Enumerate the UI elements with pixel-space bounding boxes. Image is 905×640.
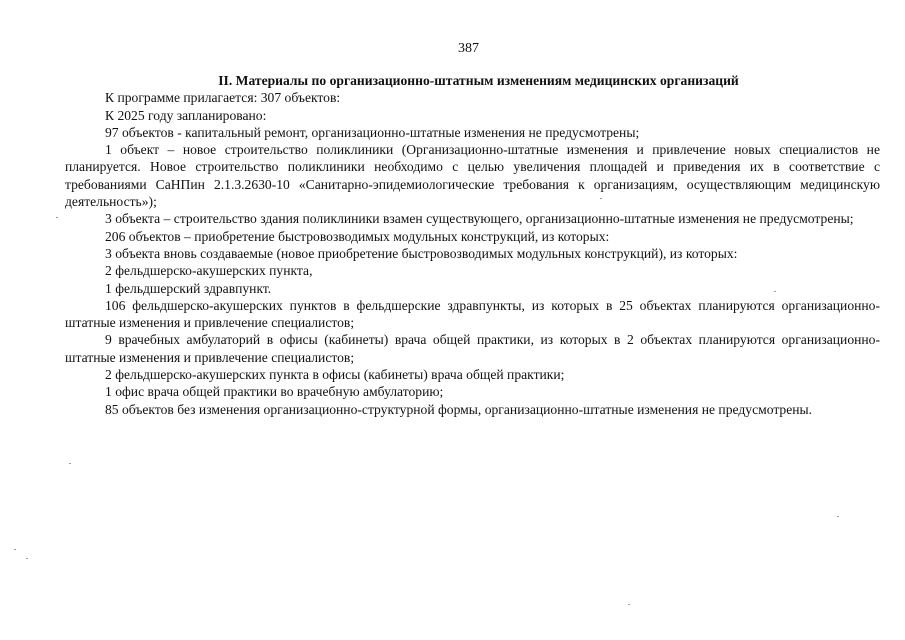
paragraph-fap-conversion: 106 фельдшерско-акушерских пунктов в фельдшерские здравпункты, из которых в 25 объектах планируются организационно-штатные изменения и привлечение специалистов;	[65, 297, 880, 331]
scan-speck	[69, 463, 71, 464]
scan-speck	[600, 198, 602, 199]
paragraph-modular-structures: 206 объектов – приобретение быстровозводимых модульных конструкций, из которых:	[105, 228, 610, 244]
paragraph-feldsher-point: 1 фельдшерский здравпункт.	[105, 280, 272, 296]
paragraph-unchanged-objects: 85 объектов без изменения организационно-структурной формы, организационно-штатные изменения не предусмотрены.	[105, 401, 813, 417]
scan-speck	[837, 516, 839, 517]
paragraph-fap-to-gp-office: 2 фельдшерско-акушерских пункта в офисы (кабинеты) врача общей практики;	[105, 367, 565, 383]
scan-speck	[26, 558, 28, 559]
paragraph-total-objects: К программе прилагается: 307 объектов:	[105, 90, 341, 106]
paragraph-new-polyclinic: 1 объект – новое строительство поликлиники (Организационно-штатные изменения и привлечение новых специалистов не планируется. Новое строительство поликлиники необходимо с целью увеличения площадей и приведения их в соответствие с требованиями СаНПин 2.1.3.2630-10 «Санитарно-эпидемиологические требования к организациям, осуществляющим медицинскую деятельность»);	[65, 142, 880, 210]
scan-speck	[14, 549, 16, 550]
paragraph-capital-repair: 97 объектов - капитальный ремонт, организационно-штатные изменения не предусмотрены;	[105, 124, 640, 140]
paragraph-planned-2025: К 2025 году запланировано:	[105, 107, 267, 123]
page-number: 387	[458, 41, 479, 56]
section-heading: II. Материалы по организационно-штатным изменениям медицинских организаций	[218, 73, 739, 88]
paragraph-newly-created: 3 объекта вновь создаваемые (новое приобретение быстровозводимых модульных конструкций), из которых:	[105, 245, 738, 261]
scan-speck	[628, 604, 630, 605]
paragraph-fap-count: 2 фельдшерско-акушерских пункта,	[105, 263, 313, 279]
document-body	[65, 72, 880, 418]
paragraph-ambulatory-conversion: 9 врачебных амбулаторий в офисы (кабинеты) врача общей практики, из которых в 2 объектах планируются организационно-штатные изменения и привлечение специалистов;	[65, 332, 880, 365]
scan-speck	[56, 217, 58, 218]
scan-speck	[774, 291, 776, 292]
paragraph-polyclinic-replacement: 3 объекта – строительство здания поликлиники взамен существующего, организационно-штатные изменения не предусмотрены;	[105, 211, 854, 227]
paragraph-gp-office-to-ambulatory: 1 офис врача общей практики во врачебную амбулаторию;	[105, 384, 444, 400]
